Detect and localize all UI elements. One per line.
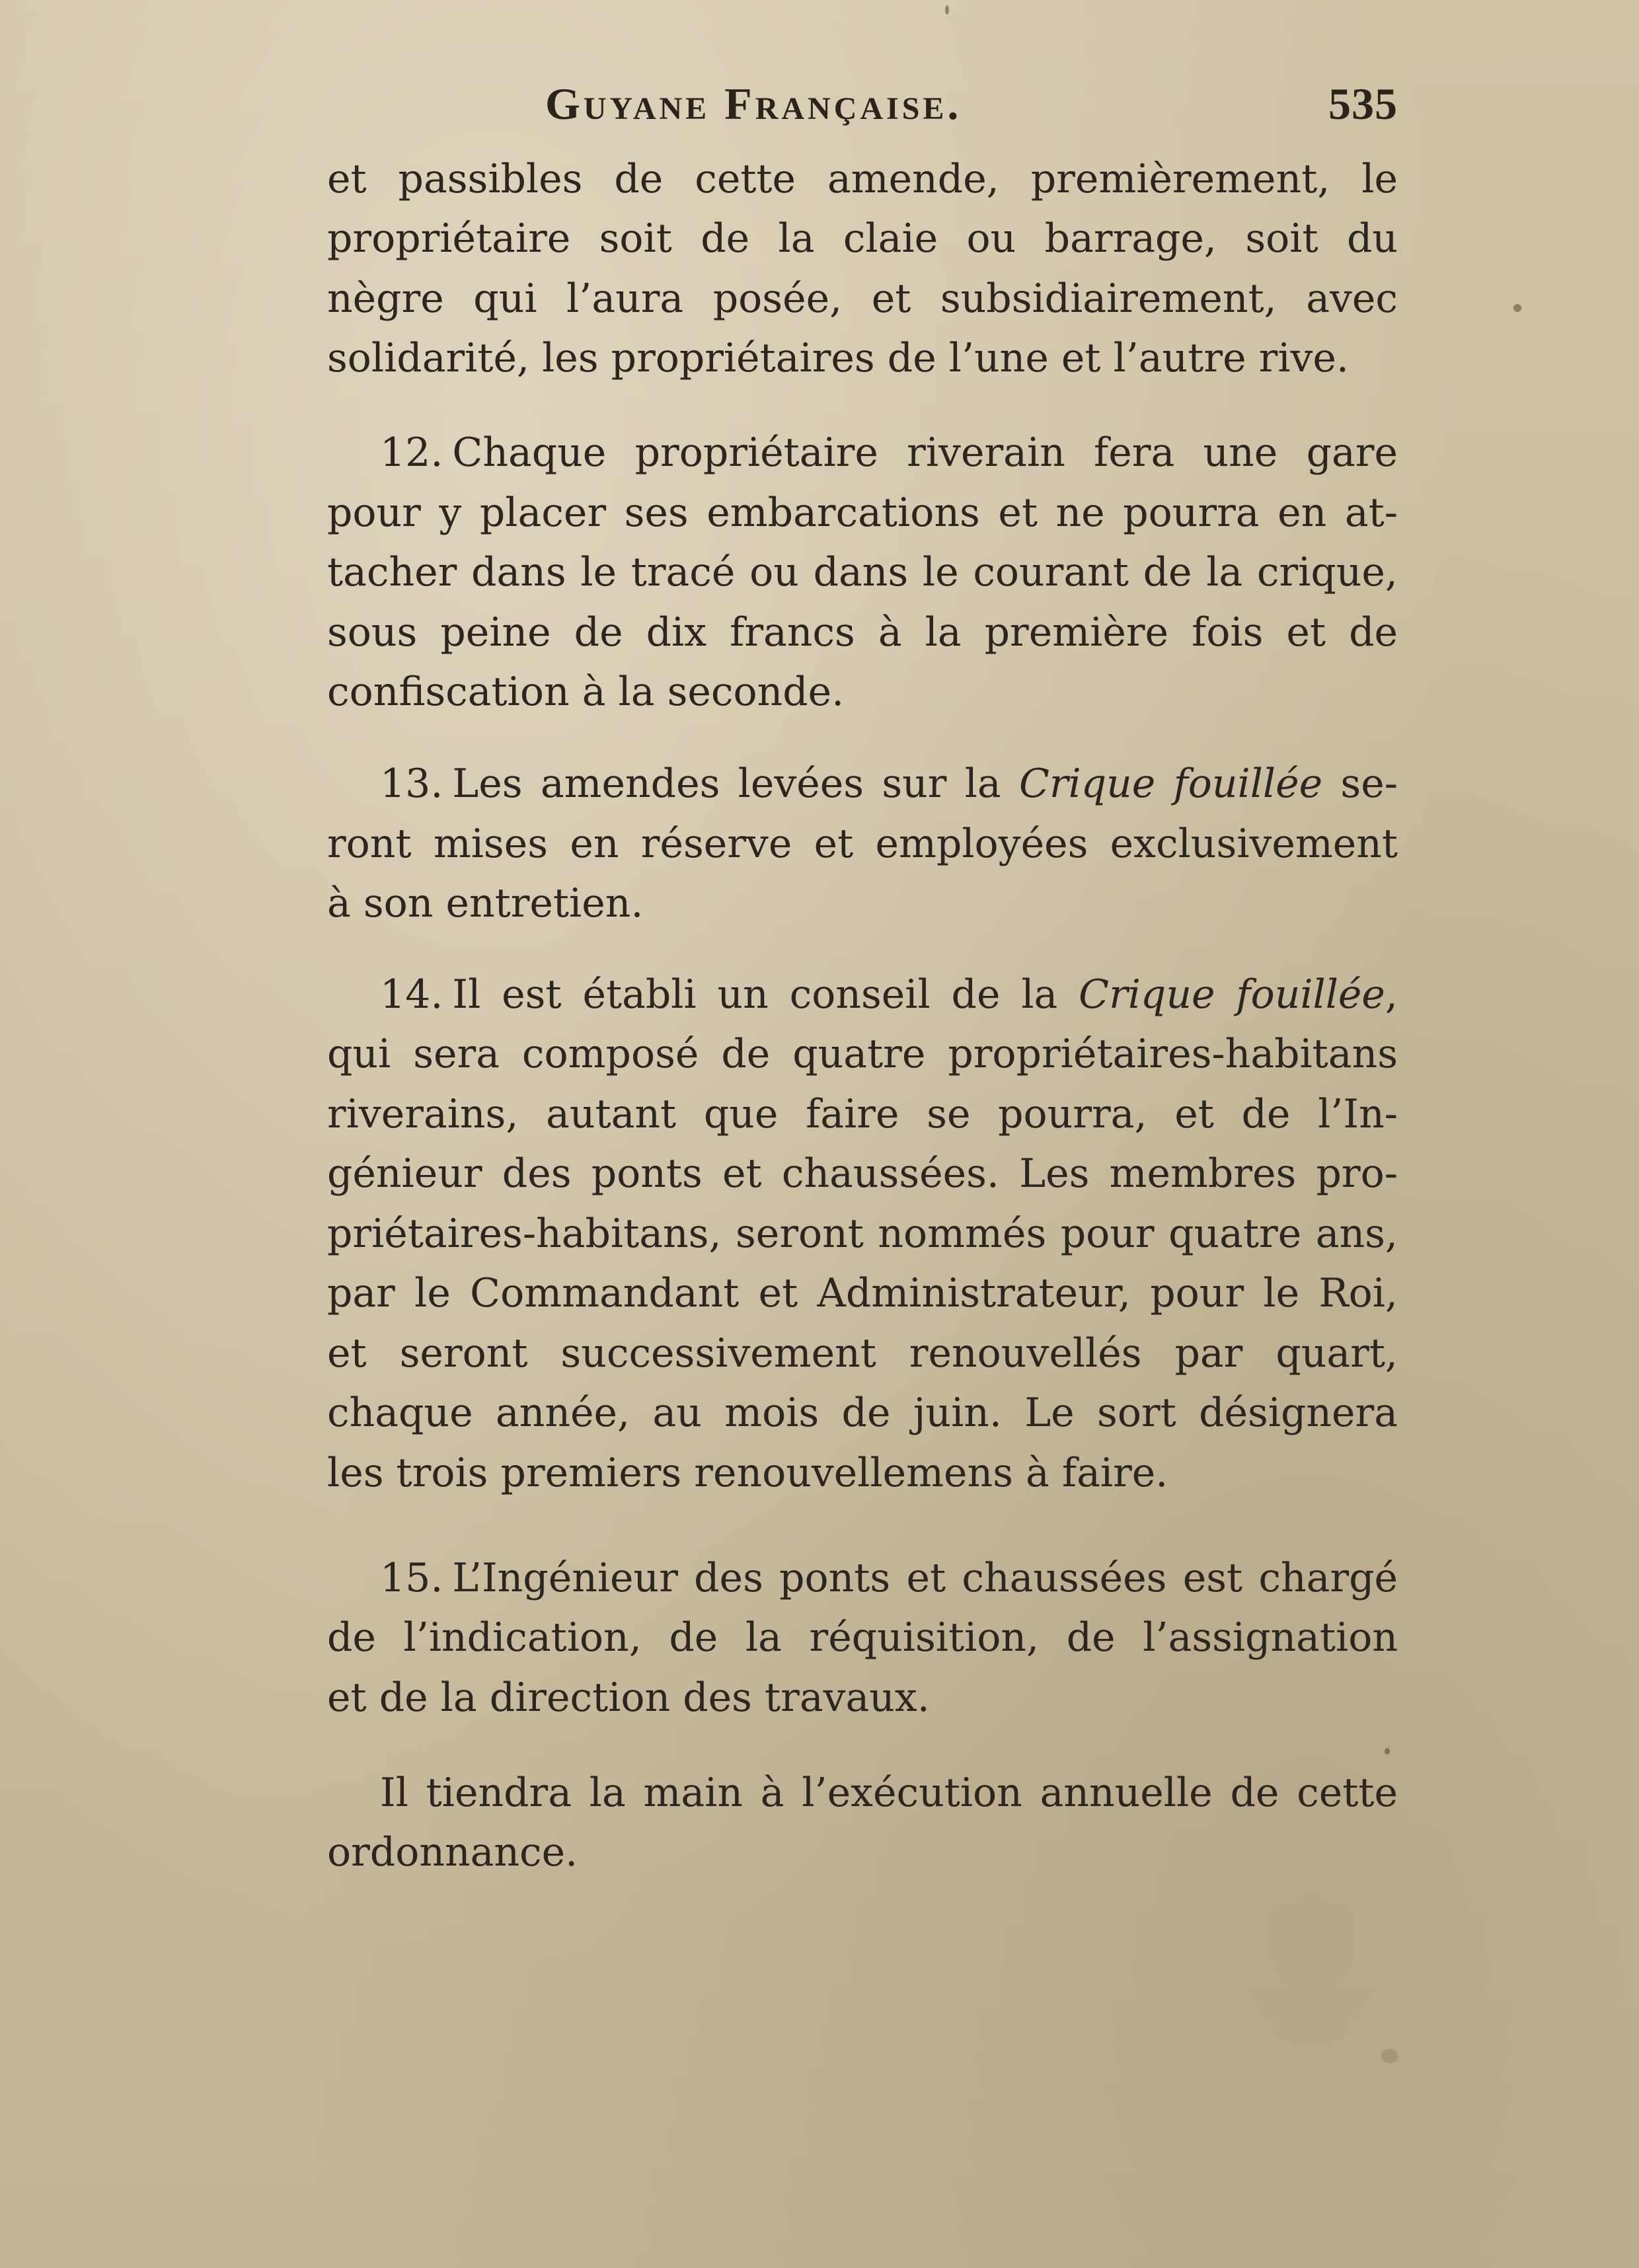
text-span: Les amendes levées sur la xyxy=(452,761,1019,807)
article-15-first-line xyxy=(380,1548,1398,1608)
text-line: riverains, autant que faire se pourra, et de l’In- xyxy=(327,1091,1398,1137)
page-number: 535 xyxy=(1328,79,1398,129)
text-line: qui sera composé de quatre propriétaires-habitans xyxy=(327,1031,1398,1077)
text-line: ordonnance. xyxy=(327,1829,578,1875)
text-line: confiscation à la seconde. xyxy=(327,669,845,715)
text-span: Il est établi un conseil de la xyxy=(452,971,1079,1018)
paper-speck xyxy=(1513,304,1521,312)
text-span: Chaque propriétaire riverain fera une gare xyxy=(452,430,1398,476)
text-line: génieur des ponts et chaussées. Les membres pro- xyxy=(327,1151,1398,1197)
text-line: tacher dans le tracé ou dans le courant de la crique, xyxy=(327,549,1398,595)
text-line: sous peine de dix francs à la première fois et de xyxy=(327,609,1398,656)
text-line: à son entretien. xyxy=(327,880,644,926)
text-line: et passibles de cette amende, premièrement, le xyxy=(327,156,1398,202)
article-number: 15. xyxy=(380,1555,443,1601)
paper-speck xyxy=(1385,1748,1390,1755)
italic-term: Crique fouillée xyxy=(1018,761,1323,807)
text-line: chaque année, au mois de juin. Le sort désignera xyxy=(327,1390,1398,1436)
article-number: 14. xyxy=(380,971,443,1018)
running-head xyxy=(545,78,1398,137)
text-span: L’Ingénieur des ponts et chaussées est chargé xyxy=(452,1555,1398,1601)
text-span: se- xyxy=(1322,761,1398,807)
text-line: propriétaire soit de la claie ou barrage, soit du xyxy=(327,215,1398,262)
text-line: pour y placer ses embarcations et ne pourra en at- xyxy=(327,490,1398,536)
text-span: , xyxy=(1385,971,1398,1018)
article-13-first-line xyxy=(380,754,1398,813)
article-number: 13. xyxy=(380,761,443,807)
text-line: par le Commandant et Administrateur, pour le Roi, xyxy=(327,1270,1398,1316)
text-line: et seront successivement renouvellés par quart, xyxy=(327,1330,1398,1377)
paper-speck xyxy=(1381,2049,1398,2063)
paper-speck xyxy=(945,5,949,15)
text-line: nègre qui l’aura posée, et subsidiairement, avec xyxy=(327,276,1398,322)
text-line: les trois premiers renouvellemens à faire. xyxy=(327,1450,1168,1496)
article-14-first-line xyxy=(380,965,1398,1024)
text-line: ront mises en réserve et employées exclusivement xyxy=(327,821,1398,867)
text-line: priétaires-habitans, seront nommés pour quatre ans, xyxy=(327,1211,1398,1257)
text-line: de l’indication, de la réquisition, de l’assignation xyxy=(327,1614,1398,1661)
closing-first-line: Il tiendra la main à l’exécution annuelle de cette xyxy=(380,1770,1398,1816)
article-12-first-line xyxy=(380,423,1398,482)
italic-term: Crique fouillée xyxy=(1079,971,1385,1018)
article-number: 12. xyxy=(380,430,443,476)
running-head-title: Guyane Française. xyxy=(545,79,962,129)
text-line: et de la direction des travaux. xyxy=(327,1675,930,1721)
text-line: solidarité, les propriétaires de l’une et l’autre rive. xyxy=(327,335,1349,381)
